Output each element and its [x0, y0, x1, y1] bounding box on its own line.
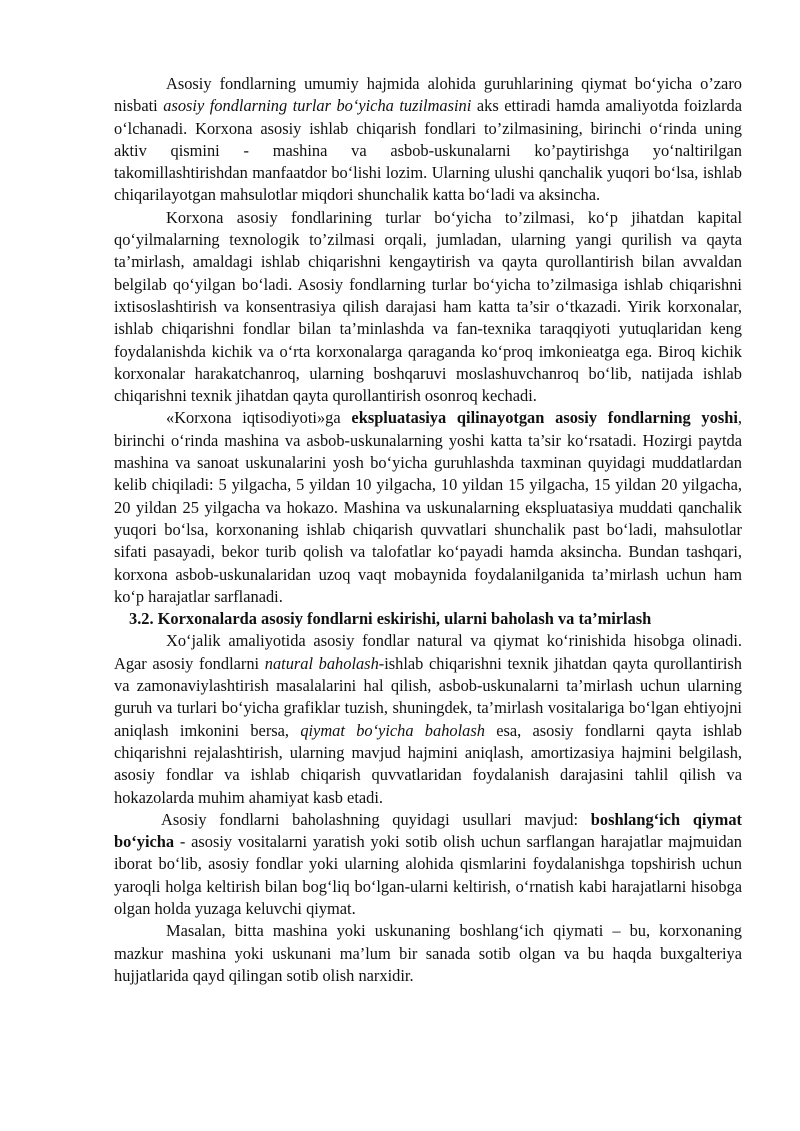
paragraph-5-text-a: Asosiy fondlarni baholashning quyidagi usullari mavjud: — [161, 809, 591, 829]
paragraph-5-text-b: - asosiy vositalarni yaratish yoki sotib olish uchun sarflangan harajatlar majmuidan iborat bo‘lib, asosiy fondlar yoki ularning alohida qismlarini foydalanishga topshirish uchun yaroqli holga keltirish bilan bog‘liq bo‘lgan-ularni keltirish, o‘rnatish kabi harajatlarni hisobga olgan holda yuzaga keluvchi qiymat. — [114, 832, 742, 918]
paragraph-6: Masalan, bitta mashina yoki uskunaning boshlang‘ich qiymati – bu, korxonaning mazkur mashina yoki uskunani ma’lum bir sanada sotib olgan va bu haqda buxgalteriya hujjatlarida qayd qilingan sotib olish narxidir. — [114, 921, 742, 985]
paragraph-1-text-a: Asosiy fondlarning umumiy hajmida alohida guruhlarining qiymat bo‘yicha o’zaro nisbati — [114, 74, 742, 116]
section-heading: 3.2. Korxonalarda asosiy fondlarni eskirishi, ularni baholash va ta’mirlash — [129, 609, 652, 629]
paragraph-2: Korxona asosiy fondlarining turlar bo‘yicha to’zilmasi, ko‘p jihatdan kapital qo‘yilmalarning texnologik to’zilmasi orqali, jumladan, ularning yangi qurilish va qayta ta’mirlash, amaldagi ishlab chiqarishni kengaytirish va qayta qurollantirish bilan avvaldan belgilab qo‘yilgan bo‘ladi. Asosiy fondlarning turlar bo‘yicha to’zilmasiga ishlab chiqarishni ixtisoslashtirish va konsentrasiya qilish darajasi ham katta ta’sir o‘tkazadi. Yirik korxonalar, ishlab chiqarishni fondlar bilan ta’minlashda va fan-texnika taraqqiyoti yutuqlaridan keng foydalanishda kichik va o‘rta korxonalarga qaraganda ko‘proq imkonieatga ega. Biroq kichik korxonalar harakatchanroq, ularning boshqaruvi moslashuvchanroq bo‘lib, natijada ishlab chiqarishni texnik jihatdan qayta qurollantirish osonroq kechadi. — [114, 207, 742, 406]
paragraph-4-emphasis-b: qiymat bo‘yicha baholash — [300, 720, 485, 740]
document-body — [114, 73, 742, 987]
paragraph-5-bold: boshlang‘ich qiymat bo‘yicha — [114, 809, 742, 852]
paragraph-1-emphasis: asosiy fondlarning turlar bo‘yicha tuzilmasini — [163, 96, 472, 116]
paragraph-4 — [114, 630, 742, 808]
paragraph-4-emphasis-a: natural baholash — [264, 653, 379, 673]
paragraph-1 — [114, 73, 742, 207]
paragraph-3-text-b: , birinchi o‘rinda mashina va asbob-uskunalarning yoshi katta ta’sir ko‘rsatadi. Hozirgi paytda mashina va sanoat uskunalarini yosh bo‘yicha guruhlashda taxminan quyidagi muddatlardan kelib chiqiladi: 5 yilgacha, 5 yildan 10 yilgacha, 10 yildan 15 yilgacha, 15 yildan 20 yilgacha, 20 yildan 25 yilgacha va hokazo. Mashina va uskunalarning ekspluatasiya muddati qanchalik yuqori bo‘lsa, korxonaning ishlab chiqarish quvvatlari shunchalik past bo‘ladi, mahsulotlar sifati pasayadi, bekor turib qolish va talofatlar ko‘payadi hamda aksincha. Bundan tashqari, korxona asbob-uskunalaridan uzoq vaqt mobaynida foydalanilganida ta’mirlash uchun ham ko‘p harajatlar sarflanadi. — [114, 408, 742, 606]
paragraph-4-text-a: Xo‘jalik amaliyotida asosiy fondlar natural va qiymat ko‘rinishida hisobga olinadi. Agar asosiy fondlarni — [114, 631, 742, 673]
paragraph-5 — [114, 809, 742, 920]
paragraph-1-text-b: aks ettiradi hamda amaliyotda foizlarda o‘lchanadi. Korxona asosiy ishlab chiqarish fondlari to’zilmasining, birinchi o‘rinda uning aktiv qismini - mashina va asbob-uskunalarni ko’paytirishga yo‘naltirilgan takomillashtirishdan manfaatdor bo‘lishi lozim. Ularning ulushi qanchalik yuqori bo‘lsa, ishlab chiqarilayotgan mahsulotlar miqdori shunchalik katta bo‘ladi va aksincha. — [114, 96, 742, 205]
paragraph-4-text-c: esa, asosiy fondlarni qayta ishlab chiqarishni rejalashtirish, ularning mavjud hajmini aniqlash, amortizasiya hajmini belgilash, asosiy fondlar va ishlab chiqarish quvvatlaridan foydalanish darajasini tahlil qilish va hokazolarda muhim ahamiyat kasb etadi. — [114, 720, 742, 807]
paragraph-3-text-a: «Korxona iqtisodiyoti»ga — [166, 408, 352, 428]
paragraph-3-bold: ekspluatasiya qilinayotgan asosiy fondlarning yoshi — [351, 408, 738, 428]
paragraph-3 — [114, 407, 742, 608]
paragraph-4-text-b: -ishlab chiqarishni texnik jihatdan qayta qurollantirish va zamonaviylashtirish masalalarini hal qilish, asbob-uskunalarni ta’mirlash uchun ularning guruh va turlari bo‘yicha grafiklar tuzish, shuningdek, ta’mirlash vositalariga bo‘lgan ehtiyojni aniqlash imkonini bersa, — [114, 653, 742, 740]
